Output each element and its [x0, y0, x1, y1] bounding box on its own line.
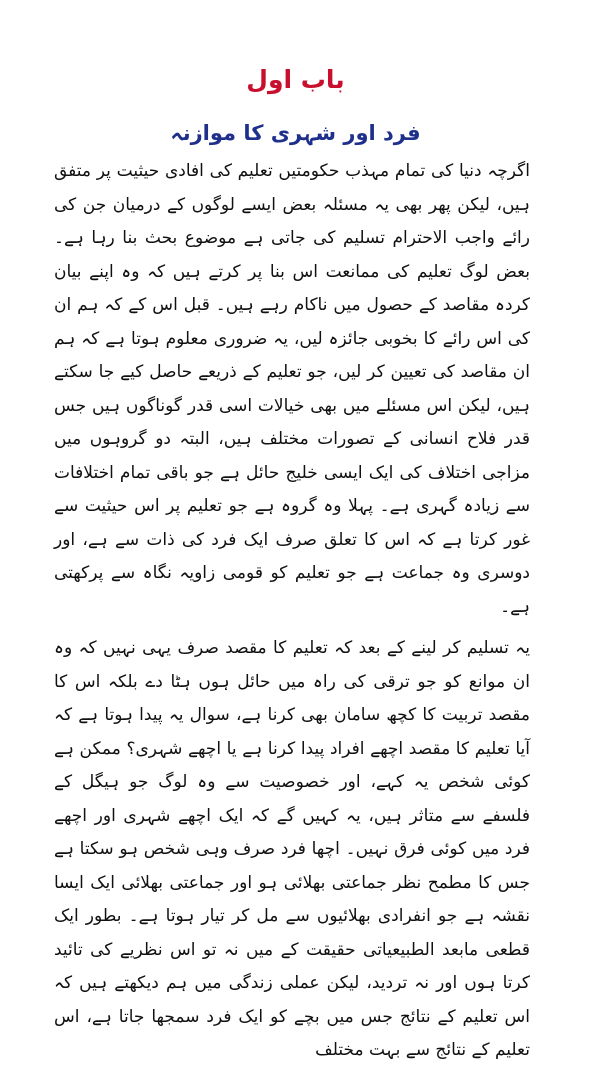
- body-paragraph-1: اگرچہ دنیا کی تمام مہذب حکومتیں تعلیم کی افادی حیثیت پر متفق ہیں، لیکن پھر بھی یہ مسئلہ بعض ایسے لوگوں کے درمیان جن کی رائے واجب الاحترام تسلیم کی جاتی ہے موضوع بحث بنا رہا ہے۔ بعض لوگ تعلیم کی ممانعت اس بنا پر کرتے ہیں کہ وہ اپنے بیان کردہ مقاصد کے حصول میں ناکام رہے ہیں۔ قبل اس کے کہ ہم ان کی اس رائے کا بخوبی جائزہ لیں، یہ ضروری معلوم ہوتا ہے کہ ہم ان مقاصد کی تعیین کر لیں، جو تعلیم کے ذریعے حاصل کیے جا سکتے ہیں، لیکن اس مسئلے میں بھی خیالات اسی قدر گوناگوں ہیں جس قدر فلاح انسانی کے تصورات مختلف ہیں، البتہ دو گروہوں میں مزاجی اختلاف کی ایک ایسی خلیج حائل ہے جو باقی تمام اختلافات سے زیادہ گہری ہے۔ پہلا وہ گروہ ہے جو تعلیم پر اس حیثیت سے غور کرتا ہے کہ اس کا تعلق صرف ایک فرد کی ذات سے ہے، اور دوسری وہ جماعت ہے جو تعلیم کو قومی زاویہ نگاہ سے پرکھتی ہے۔: [54, 161, 530, 617]
- body-paragraph-2: یہ تسلیم کر لینے کے بعد کہ تعلیم کا مقصد صرف یہی نہیں کہ وہ ان موانع کو جو ترقی کی راہ میں حائل ہوں ہٹا دے بلکہ اس کا مقصد تربیت کا کچھ سامان بھی کرنا ہے، سوال یہ پیدا ہوتا ہے کہ آیا تعلیم کا مقصد اچھے افراد پیدا کرنا ہے یا اچھے شہری؟ ممکن ہے کوئی شخص یہ کہے، اور خصوصیت سے وہ لوگ جو ہیگل کے فلسفے سے متاثر ہیں، یہ کہیں گے کہ ایک اچھے شہری اور اچھے فرد میں کوئی فرق نہیں۔ اچھا فرد صرف وہی شخص ہو سکتا ہے جس کا مطمح نظر جماعتی بھلائی ہو اور جماعتی بھلائی ایک ایسا نقشہ ہے جو انفرادی بھلائیوں سے مل کر تیار ہوتا ہے۔ بطور ایک قطعی مابعد الطبیعیاتی حقیقت کے میں نہ تو اس نظریے کی تائید کرتا ہوں اور نہ تردید، لیکن عملی زندگی میں ہم دیکھتے ہیں کہ اس تعلیم کے نتائج جس میں بچے کو ایک فرد سمجھا جاتا ہے، اس تعلیم کے نتائج سے بہت مختلف: [54, 638, 530, 1060]
- chapter-title: باب اول: [246, 65, 345, 94]
- chapter-subtitle: فرد اور شہری کا موازنہ: [170, 121, 421, 145]
